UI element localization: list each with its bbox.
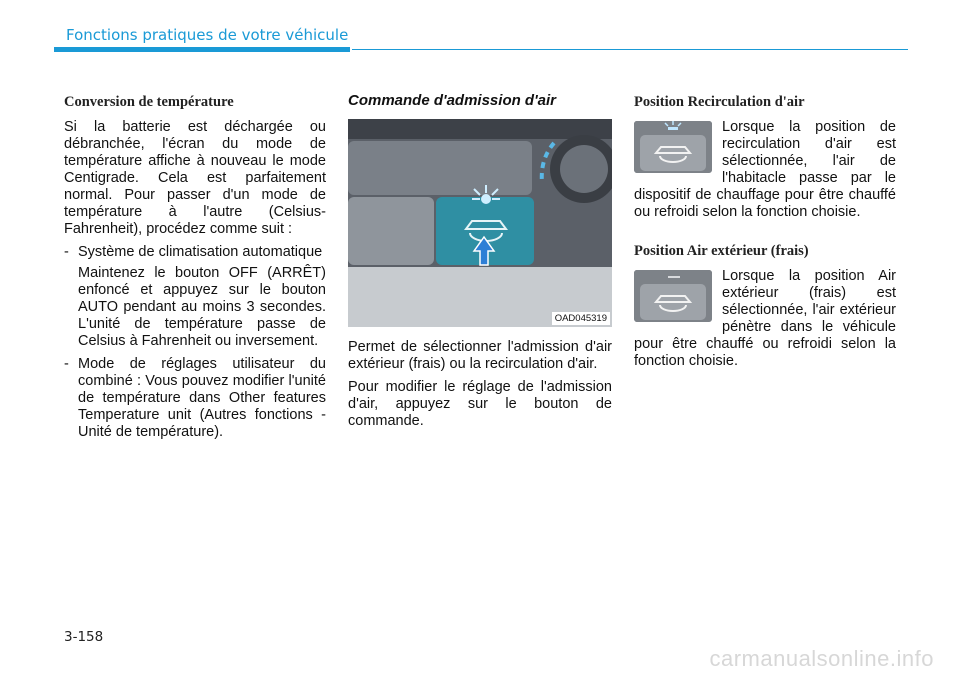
paragraph-air-intake-desc: Permet de sélectionner l'admission d'air extérieur (frais) ou la recirculation d'air. [348, 339, 612, 372]
page-number: 3-158 [64, 629, 104, 645]
indicator-off-icon [668, 276, 680, 278]
bullet-text: Mode de réglages utilisateur du combiné : Vous pouvez modifier l'unité de température dans Other features Temperature unit (Autres fonctions - Unité de température). [78, 356, 326, 440]
fresh-air-button-photo [634, 270, 712, 322]
bullet-dash: - [64, 244, 69, 260]
section-header-title: Fonctions pratiques de votre véhicule [66, 26, 349, 44]
heading-recirculation: Position Recirculation d'air [634, 94, 805, 110]
paragraph-intro: Si la batterie est déchargée ou débranchée, l'écran du mode de température affiche à nouveau le mode Centigrade. Cela est parfaitement normal. Pour passer d'un mode de température à l'autre (Celsius-Fahrenheit), procédez comme suit : [64, 119, 326, 237]
list-item-user-settings [64, 356, 326, 441]
column-temperature-conversion [64, 92, 326, 445]
bullet-heading: Système de climatisation automatique [78, 244, 323, 260]
fresh-air-block [634, 268, 896, 370]
column-air-intake [348, 92, 612, 436]
column-positions [634, 92, 896, 370]
list-item-auto-ac [64, 244, 326, 261]
air-intake-button-photo [348, 119, 612, 327]
recirculation-button-photo [634, 121, 712, 173]
image-caption: OAD045319 [552, 312, 610, 325]
control-panel-illustration [348, 119, 612, 327]
paragraph-air-intake-howto: Pour modifier le réglage de l'admission d'air, appuyez sur le bouton de commande. [348, 379, 612, 429]
heading-temperature-conversion: Conversion de température [64, 94, 234, 110]
heading-air-intake: Commande d'admission d'air [348, 92, 557, 109]
bullet-dash: - [64, 356, 69, 372]
recirculation-block [634, 119, 896, 221]
fresh-air-text: Lorsque la position Air extérieur (frais) est sélectionnée, l'air extérieur pénètre dans le véhicule pour être chauffé ou refroidi selon la fonction choisie. [634, 268, 896, 369]
recirculation-button-illustration [634, 121, 712, 173]
fresh-air-button-illustration [634, 270, 712, 322]
watermark: carmanualsonline.info [709, 646, 934, 671]
header-rule-thin [352, 49, 908, 50]
heading-fresh-air: Position Air extérieur (frais) [634, 243, 809, 259]
header-rule-thick [54, 47, 350, 52]
recirculation-text: Lorsque la position de recirculation d'air est sélectionnée, l'air de l'habitacle passe par le dispositif de chauffage pour être chauffé ou refroidi selon la fonction choisie. [634, 119, 896, 220]
paragraph-auto-ac-instructions: Maintenez le bouton OFF (ARRÊT) enfoncé et appuyez sur le bouton AUTO pendant au moins 3 secondes. L'unité de température passe de Celsius à Fahrenheit ou inversement. [78, 265, 326, 349]
